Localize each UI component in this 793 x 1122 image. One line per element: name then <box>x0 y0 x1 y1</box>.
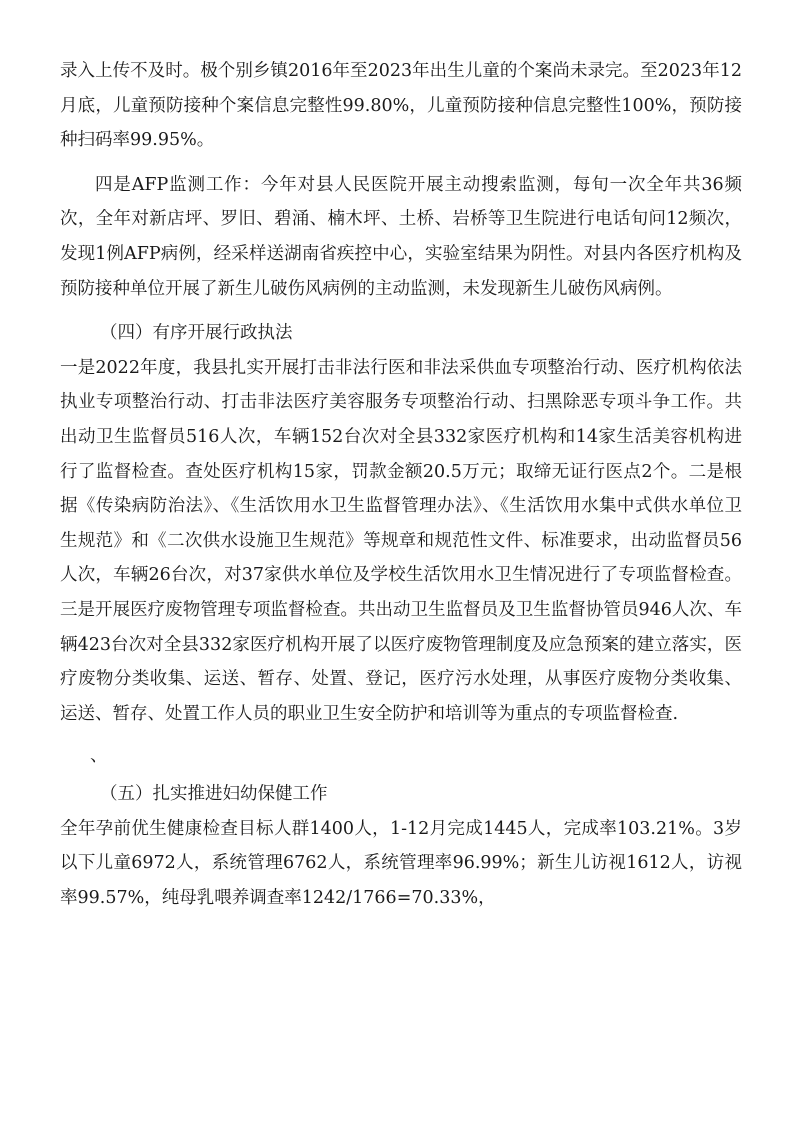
paragraph-vaccination-data: 录入上传不及时。极个别乡镇2016年至2023年出生儿童的个案尚未录完。至2023年12月底，儿童预防接种个案信息完整性99.80%，儿童预防接种信息完整性100%，预防接种扫码率99.95%。 <box>60 61 742 151</box>
document-body <box>60 54 742 926</box>
paragraph-law-enforcement: 一是2022年度，我县扎实开展打击非法行医和非法采供血专项整治行动、医疗机构依法执业专项整治行动、打击非法医疗美容服务专项整治行动、扫黑除恶专项斗争工作。共出动卫生监督员516人次，车辆152台次对全县332家医疗机构和14家生活美容机构进行了监督检查。查处医疗机构15家，罚款金额20.5万元；取缔无证行医点2个。二是根据《传染病防治法》、《生活饮用水卫生监督管理办法》、《生活饮用水集中式供水单位卫生规范》和《二次供水设施卫生规范》等规章和规范性文件、标准要求，出动监督员56人次，车辆26台次，对37家供水单位及学校生活饮用水卫生情况进行了专项监督检查。三是开展医疗废物管理专项监督检查。共出动卫生监督员及卫生监督协管员946人次、车辆423台次对全县332家医疗机构开展了以医疗废物管理制度及应急预案的建立落实，医疗废物分类收集、运送、暂存、处置、登记，医疗污水处理，从事医疗废物分类收集、运送、暂存、处置工作人员的职业卫生安全防护和培训等为重点的专项监督检查. <box>60 357 742 724</box>
stray-punctuation-mark: 、 <box>90 746 108 767</box>
paragraph-afp-monitoring: 四是AFP监测工作：今年对县人民医院开展主动搜索监测，每旬一次全年共36频次，全年对新店坪、罗旧、碧涌、楠木坪、土桥、岩桥等卫生院进行电话旬问12频次，发现1例AFP病例，经采样送湖南省疾控中心，实验室结果为阴性。对县内各医疗机构及预防接种单位开展了新生儿破伤风病例的主动监测，未发现新生儿破伤风病例。 <box>60 174 742 299</box>
section-heading-maternal-child-health: （五）扎实推进妇幼保健工作 <box>100 784 328 805</box>
paragraph-maternal-child-health: 全年孕前优生健康检查目标人群1400人，1-12月完成1445人，完成率103.21%。3岁以下儿童6972人，系统管理6762人，系统管理率96.99%；新生儿访视1612人，访视率99.57%，纯母乳喂养调查率1242/1766=70.33%， <box>60 818 742 909</box>
section-heading-law-enforcement: （四）有序开展行政执法 <box>100 323 293 344</box>
